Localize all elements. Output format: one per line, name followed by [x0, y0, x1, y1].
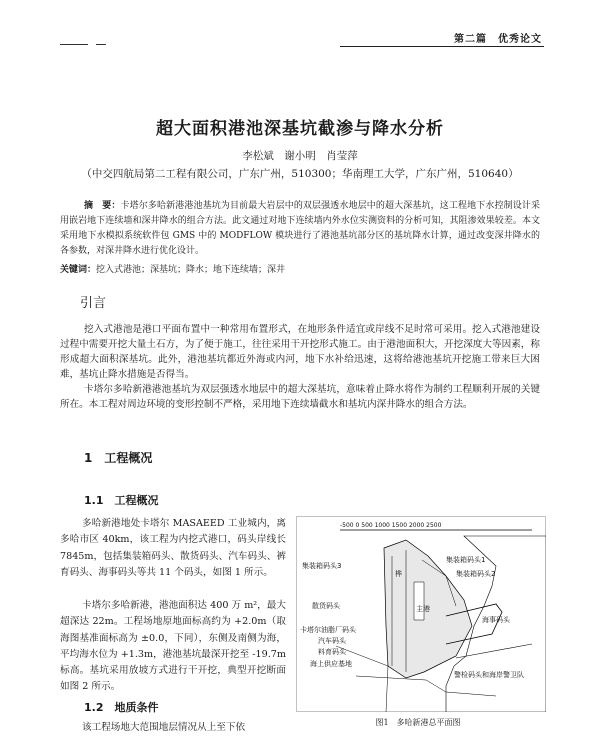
authors: 李松斌 谢小明 肖莹萍 — [242, 150, 358, 162]
label-basin: 桦 — [395, 570, 402, 578]
header-rule — [340, 46, 544, 47]
label-gate: 主港 — [416, 605, 430, 613]
running-head: 第二篇 优秀论文 — [454, 34, 542, 45]
paper-title: 超大面积港池深基坑截渗与降水分析 — [156, 119, 444, 139]
intro-paragraph-1: 挖入式港池是港口平面布置中一种常用布置形式，在地形条件适宜或岸线不足时常可采用。挖入式港池建设过程中需要开挖大量土石方，为了便于施工，往往采用干开挖形式施工。由于港池面积大，开挖深度大等因素，称形成超大面积深基坑。此外，港池基坑都近外海或内河，地下水补给迅速，这将给港池基坑开挖施工带来巨大困难，基坑止降水措施是否得当。 — [60, 324, 540, 380]
section-1-2-heading: 1.2 地质条件 — [84, 701, 159, 714]
scale-text: -500 0 500 1000 1500 2000 2500 — [340, 522, 442, 529]
abstract-text: 卡塔尔多哈新港港池基坑为目前最大岩层中的双层强透水地层中的超大深基坑，这工程地下水控制设计采用嵌岩地下连续墙和深井降水的组合方法。此文通过对地下连续墙内外水位实测资料的分析可知，其阻渗效果较差。本文采用地下水模拟系统软件包 GMS 中的 MODFLOW 模块进行了港池基坑部分区的基坑降水计算，通过改变深井降水的各参数，对深井降水进行优化设计。 — [60, 201, 540, 256]
label-container-terminal-3: 集装箱码头3 — [302, 562, 342, 570]
figure-caption: 图1 多哈新港总平面图 — [375, 718, 461, 727]
keywords-label: 关键词： — [60, 265, 97, 275]
header-rule-left — [60, 44, 88, 45]
affiliation: （中交四航局第二工程有限公司，广东广州，510300；华南理工大学，广东广州，510640） — [81, 168, 519, 180]
label-bulk-terminal: 散货码头 — [312, 602, 340, 610]
label-offshore-supply: 海上供应基地 — [310, 660, 352, 668]
keywords — [60, 263, 540, 278]
inner-pier — [414, 582, 424, 620]
section-1-1-heading: 1.1 工程概况 — [84, 494, 159, 507]
label-container-terminal-1: 集装箱码头1 — [446, 556, 486, 564]
intro-paragraph-2: 卡塔尔多哈新港港池基坑为双层强透水地层中的超大深基坑，意味着止降水将作为制约工程顺利开展的关键所在。本工程对周边环境的变形控制不严格，采用地下连续墙截水和基坑内深井降水的组合方法。 — [60, 384, 540, 410]
label-oil-terminal: 卡塔尔油脂厂码头 — [300, 626, 356, 634]
label-container-terminal-2: 集装箱码头2 — [456, 570, 496, 578]
abstract — [60, 199, 540, 259]
port-plan-figure — [296, 516, 546, 712]
label-marine-terminal: 海事码头 — [482, 616, 510, 624]
section-1-1-paragraph-1: 多哈新港地处卡塔尔 MASAEED 工业城内，离多哈市区 40km，该工程为内挖式港口，码头岸线长 7845m，包括集装箱码头、散货码头、汽车码头、裤育码头、海事码头等共 11 个码头，如图 1 所示。 — [60, 518, 286, 578]
intro-heading: 引言 — [80, 296, 107, 311]
keywords-text: 挖入式港池；深基坑；降水；地下连续墙；深井 — [96, 265, 286, 275]
abstract-label: 摘 要： — [84, 201, 121, 211]
label-coastguard: 警检码头和海岸警卫队 — [454, 671, 524, 679]
header-rule-left-short — [96, 44, 106, 45]
section-1-1-paragraph-2: 卡塔尔多哈新港，港池面积达 400 万 m²，最大超深达 22m。工程场地原地面标高约为 +2.0m（取海图基准面标高为 ±0.0，下同），东侧及南侧为海，平均海水位为 +1.3m，港池基坑最深开挖至 -19.7m 标高。基坑采用放坡方式进行干开挖，典型开挖断面如图 2 所示。 — [60, 600, 286, 693]
section-1-2-paragraph-1: 该工程场地大范围地层情况从上至下依 — [82, 722, 246, 733]
section-1-heading: 1 工程概况 — [84, 451, 153, 465]
label-livestock-terminal: 料育码头 — [318, 648, 346, 656]
label-car-terminal: 汽车码头 — [318, 637, 346, 645]
